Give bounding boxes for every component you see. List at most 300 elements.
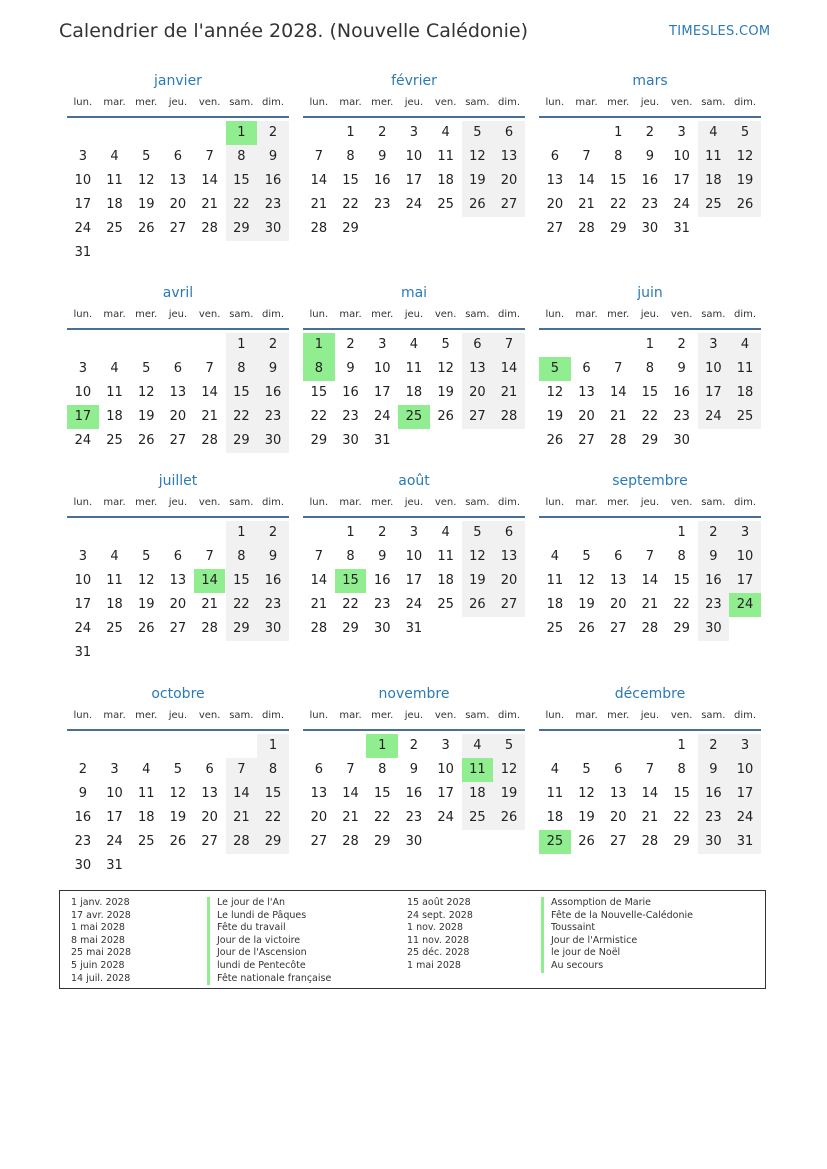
day-cell: 11 bbox=[137, 786, 155, 801]
day-cell: 20 bbox=[546, 197, 564, 212]
day-cell: 6 bbox=[205, 762, 214, 777]
day-cell: 26 bbox=[729, 193, 761, 217]
day-cell: 26 bbox=[462, 593, 494, 617]
day-cell: 20 bbox=[169, 409, 187, 424]
legend-date: 25 déc. 2028 bbox=[407, 947, 470, 959]
day-cell: 6 bbox=[614, 549, 623, 564]
day-cell: 15 bbox=[257, 782, 289, 806]
day-cell: 14 bbox=[493, 357, 525, 381]
day-cell: 5 bbox=[462, 121, 494, 145]
day-cell: 8 bbox=[226, 357, 258, 381]
day-cell: 11 bbox=[106, 173, 123, 188]
day-cell: 14 bbox=[609, 385, 627, 400]
month-name: septembre bbox=[612, 473, 688, 489]
day-cell: 7 bbox=[645, 549, 655, 564]
month-name: novembre bbox=[378, 686, 450, 702]
day-cell: 7 bbox=[205, 549, 214, 564]
day-cell: 10 bbox=[74, 573, 92, 588]
day-cell: 14 bbox=[201, 385, 218, 400]
weekday-header: dim. bbox=[262, 710, 285, 721]
legend-date: 8 mai 2028 bbox=[71, 934, 125, 946]
weekday-header: mer. bbox=[135, 97, 158, 108]
day-cell: 14 bbox=[310, 173, 328, 188]
day-cell: 20 bbox=[201, 810, 218, 825]
holiday-day: 24 bbox=[729, 593, 761, 617]
day-cell: 19 bbox=[137, 197, 155, 212]
day-cell: 30 bbox=[698, 830, 730, 854]
weekday-header: ven. bbox=[198, 97, 221, 108]
day-cell: 28 bbox=[310, 221, 328, 236]
day-cell: 29 bbox=[641, 433, 659, 448]
day-cell: 12 bbox=[137, 573, 155, 588]
holiday-legend bbox=[59, 890, 766, 989]
month-divider bbox=[303, 116, 525, 118]
weekday-header: dim. bbox=[262, 497, 285, 508]
holiday-day: 1 bbox=[366, 734, 398, 758]
day-cell: 27 bbox=[462, 405, 494, 429]
day-cell: 12 bbox=[493, 758, 525, 782]
weekday-header: sam. bbox=[229, 710, 254, 721]
weekday-header: jeu. bbox=[168, 309, 188, 320]
day-cell: 8 bbox=[257, 758, 289, 782]
day-cell: 3 bbox=[78, 149, 87, 164]
legend-holiday-name: Au secours bbox=[541, 960, 603, 973]
month-divider bbox=[303, 516, 525, 518]
weekday-header: ven. bbox=[198, 710, 221, 721]
day-cell: 1 bbox=[346, 125, 355, 140]
day-cell: 23 bbox=[641, 197, 659, 212]
day-cell: 10 bbox=[74, 173, 92, 188]
day-cell: 5 bbox=[173, 762, 183, 777]
weekday-header: lun. bbox=[309, 710, 329, 721]
day-cell: 16 bbox=[698, 782, 730, 806]
day-cell: 4 bbox=[110, 361, 119, 376]
day-cell: 10 bbox=[373, 361, 391, 376]
weekday-header: mar. bbox=[103, 710, 126, 721]
weekday-header: lun. bbox=[545, 710, 565, 721]
day-cell: 17 bbox=[729, 569, 761, 593]
day-cell: 30 bbox=[74, 858, 92, 873]
day-cell: 9 bbox=[257, 357, 289, 381]
day-cell: 11 bbox=[546, 786, 564, 801]
day-cell: 27 bbox=[609, 621, 627, 636]
weekday-header: lun. bbox=[545, 309, 565, 320]
day-cell: 4 bbox=[698, 121, 730, 145]
month-name: janvier bbox=[154, 73, 202, 89]
day-cell: 15 bbox=[226, 381, 258, 405]
legend-date: 14 juil. 2028 bbox=[71, 972, 131, 984]
legend-date: 1 nov. 2028 bbox=[407, 922, 463, 934]
day-cell: 21 bbox=[226, 806, 258, 830]
day-cell: 18 bbox=[729, 381, 761, 405]
day-cell: 8 bbox=[226, 145, 258, 169]
day-cell: 9 bbox=[409, 762, 419, 777]
day-cell: 2 bbox=[257, 521, 289, 545]
legend-holiday-name: Fête de la Nouvelle-Calédonie bbox=[541, 910, 693, 923]
weekday-header: sam. bbox=[229, 97, 254, 108]
day-cell: 7 bbox=[226, 758, 258, 782]
day-cell: 29 bbox=[342, 621, 359, 636]
day-cell: 24 bbox=[405, 197, 423, 212]
day-cell: 22 bbox=[342, 597, 359, 612]
holiday-day: 11 bbox=[462, 758, 494, 782]
day-cell: 15 bbox=[609, 173, 627, 188]
day-cell: 7 bbox=[645, 762, 655, 777]
day-cell: 11 bbox=[546, 573, 564, 588]
day-cell: 15 bbox=[673, 573, 690, 588]
weekday-header: sam. bbox=[229, 497, 254, 508]
day-cell: 17 bbox=[698, 381, 730, 405]
day-cell: 25 bbox=[546, 621, 564, 636]
day-cell: 31 bbox=[373, 433, 391, 448]
day-cell: 25 bbox=[437, 197, 454, 212]
day-cell: 16 bbox=[74, 810, 92, 825]
day-cell: 22 bbox=[226, 193, 258, 217]
day-cell: 15 bbox=[373, 786, 391, 801]
day-cell: 10 bbox=[405, 549, 423, 564]
weekday-header: dim. bbox=[262, 309, 285, 320]
day-cell: 22 bbox=[226, 405, 258, 429]
day-cell: 2 bbox=[78, 762, 87, 777]
day-cell: 24 bbox=[729, 806, 761, 830]
day-cell: 3 bbox=[409, 125, 419, 140]
day-cell: 20 bbox=[462, 381, 494, 405]
day-cell: 22 bbox=[226, 593, 258, 617]
legend-date: 1 mai 2028 bbox=[71, 922, 125, 934]
day-cell: 31 bbox=[74, 645, 92, 660]
month-divider bbox=[539, 116, 761, 118]
day-cell: 21 bbox=[310, 197, 328, 212]
day-cell: 20 bbox=[169, 597, 187, 612]
weekday-header: lun. bbox=[309, 97, 329, 108]
day-cell: 17 bbox=[673, 173, 690, 188]
day-cell: 23 bbox=[74, 834, 92, 849]
day-cell: 18 bbox=[546, 597, 564, 612]
day-cell: 2 bbox=[409, 738, 419, 753]
day-cell: 8 bbox=[677, 549, 686, 564]
day-cell: 19 bbox=[137, 597, 155, 612]
day-cell: 16 bbox=[673, 385, 690, 400]
day-cell: 19 bbox=[578, 597, 595, 612]
month-divider bbox=[539, 729, 761, 731]
day-cell: 10 bbox=[673, 149, 690, 164]
weekday-header: dim. bbox=[498, 710, 521, 721]
day-cell: 23 bbox=[257, 593, 289, 617]
weekday-header: ven. bbox=[670, 309, 693, 320]
month-divider bbox=[67, 729, 289, 731]
month-divider bbox=[67, 328, 289, 330]
weekday-header: mer. bbox=[371, 97, 394, 108]
day-cell: 21 bbox=[201, 409, 218, 424]
day-cell: 8 bbox=[677, 762, 686, 777]
weekday-header: mar. bbox=[575, 710, 598, 721]
day-cell: 16 bbox=[257, 381, 289, 405]
weekday-header: ven. bbox=[670, 710, 693, 721]
day-cell: 28 bbox=[641, 834, 659, 849]
day-cell: 6 bbox=[614, 762, 623, 777]
day-cell: 5 bbox=[441, 337, 450, 352]
day-cell: 26 bbox=[437, 409, 454, 424]
day-cell: 14 bbox=[310, 573, 328, 588]
day-cell: 27 bbox=[578, 433, 595, 448]
weekday-header: lun. bbox=[73, 97, 93, 108]
weekday-header: ven. bbox=[434, 710, 457, 721]
day-cell: 4 bbox=[409, 337, 419, 352]
day-cell: 1 bbox=[257, 734, 289, 758]
day-cell: 29 bbox=[609, 221, 627, 236]
day-cell: 9 bbox=[698, 545, 730, 569]
day-cell: 25 bbox=[106, 221, 123, 236]
weekday-header: lun. bbox=[73, 710, 93, 721]
day-cell: 12 bbox=[729, 145, 761, 169]
day-cell: 13 bbox=[609, 786, 627, 801]
weekday-header: ven. bbox=[670, 97, 693, 108]
day-cell: 13 bbox=[201, 786, 218, 801]
day-cell: 28 bbox=[641, 621, 659, 636]
day-cell: 10 bbox=[729, 758, 761, 782]
day-cell: 5 bbox=[142, 361, 151, 376]
day-cell: 31 bbox=[673, 221, 690, 236]
day-cell: 10 bbox=[698, 357, 730, 381]
day-cell: 29 bbox=[673, 621, 690, 636]
day-cell: 2 bbox=[698, 521, 730, 545]
holiday-day: 14 bbox=[194, 569, 226, 593]
month-name: mai bbox=[400, 285, 428, 301]
day-cell: 3 bbox=[110, 762, 119, 777]
day-cell: 15 bbox=[226, 169, 258, 193]
day-cell: 5 bbox=[729, 121, 761, 145]
day-cell: 4 bbox=[441, 125, 450, 140]
day-cell: 25 bbox=[437, 597, 454, 612]
weekday-header: lun. bbox=[309, 309, 329, 320]
day-cell: 22 bbox=[257, 806, 289, 830]
day-cell: 2 bbox=[346, 337, 355, 352]
day-cell: 30 bbox=[673, 433, 690, 448]
legend-holiday-name: Jour de l'Armistice bbox=[541, 935, 637, 948]
weekday-header: mer. bbox=[607, 497, 630, 508]
weekday-header: dim. bbox=[498, 497, 521, 508]
day-cell: 4 bbox=[110, 549, 119, 564]
weekday-header: mer. bbox=[607, 309, 630, 320]
day-cell: 30 bbox=[257, 617, 289, 641]
day-cell: 22 bbox=[641, 409, 659, 424]
day-cell: 25 bbox=[106, 621, 123, 636]
day-cell: 26 bbox=[546, 433, 564, 448]
weekday-header: sam. bbox=[229, 309, 254, 320]
weekday-header: mar. bbox=[575, 497, 598, 508]
day-cell: 25 bbox=[137, 834, 155, 849]
weekday-header: ven. bbox=[434, 97, 457, 108]
day-cell: 23 bbox=[698, 806, 730, 830]
month-divider bbox=[67, 516, 289, 518]
day-cell: 29 bbox=[342, 221, 359, 236]
day-cell: 12 bbox=[169, 786, 187, 801]
day-cell: 11 bbox=[106, 385, 123, 400]
day-cell: 6 bbox=[173, 361, 183, 376]
day-cell: 20 bbox=[493, 169, 525, 193]
day-cell: 13 bbox=[493, 145, 525, 169]
weekday-header: jeu. bbox=[168, 97, 188, 108]
day-cell: 7 bbox=[614, 361, 623, 376]
day-cell: 4 bbox=[142, 762, 151, 777]
day-cell: 27 bbox=[169, 621, 187, 636]
legend-holiday-name: Assomption de Marie bbox=[541, 897, 651, 910]
weekday-header: mar. bbox=[575, 97, 598, 108]
day-cell: 19 bbox=[578, 810, 595, 825]
day-cell: 24 bbox=[106, 834, 123, 849]
day-cell: 26 bbox=[137, 621, 155, 636]
day-cell: 24 bbox=[74, 433, 92, 448]
legend-holiday-name: Fête nationale française bbox=[207, 973, 331, 986]
day-cell: 1 bbox=[226, 333, 258, 357]
weekday-header: jeu. bbox=[168, 497, 188, 508]
weekday-header: lun. bbox=[73, 497, 93, 508]
day-cell: 13 bbox=[310, 786, 328, 801]
legend-holiday-name: le jour de Noël bbox=[541, 947, 620, 960]
day-cell: 14 bbox=[641, 573, 659, 588]
day-cell: 28 bbox=[493, 405, 525, 429]
day-cell: 26 bbox=[578, 834, 595, 849]
day-cell: 24 bbox=[405, 597, 423, 612]
day-cell: 31 bbox=[106, 858, 123, 873]
day-cell: 10 bbox=[437, 762, 454, 777]
day-cell: 3 bbox=[698, 333, 730, 357]
legend-holiday-name: Jour de l'Ascension bbox=[207, 947, 307, 960]
day-cell: 29 bbox=[226, 429, 258, 453]
day-cell: 28 bbox=[201, 221, 218, 236]
weekday-header: ven. bbox=[670, 497, 693, 508]
day-cell: 18 bbox=[106, 409, 123, 424]
month-name: août bbox=[398, 473, 430, 489]
day-cell: 31 bbox=[405, 621, 423, 636]
day-cell: 13 bbox=[462, 357, 494, 381]
day-cell: 9 bbox=[346, 361, 355, 376]
weekday-header: mar. bbox=[103, 97, 126, 108]
day-cell: 25 bbox=[462, 806, 494, 830]
day-cell: 3 bbox=[409, 525, 419, 540]
day-cell: 27 bbox=[493, 593, 525, 617]
day-cell: 8 bbox=[346, 549, 355, 564]
day-cell: 13 bbox=[493, 545, 525, 569]
day-cell: 5 bbox=[582, 762, 591, 777]
day-cell: 24 bbox=[373, 409, 391, 424]
day-cell: 23 bbox=[698, 593, 730, 617]
day-cell: 16 bbox=[342, 385, 359, 400]
weekday-header: sam. bbox=[465, 497, 490, 508]
day-cell: 16 bbox=[698, 569, 730, 593]
day-cell: 13 bbox=[169, 573, 187, 588]
day-cell: 19 bbox=[729, 169, 761, 193]
day-cell: 5 bbox=[142, 149, 151, 164]
day-cell: 17 bbox=[729, 782, 761, 806]
day-cell: 26 bbox=[137, 221, 155, 236]
day-cell: 9 bbox=[257, 145, 289, 169]
weekday-header: jeu. bbox=[640, 97, 660, 108]
day-cell: 20 bbox=[310, 810, 328, 825]
day-cell: 9 bbox=[257, 545, 289, 569]
weekday-header: jeu. bbox=[168, 710, 188, 721]
day-cell: 16 bbox=[405, 786, 423, 801]
day-cell: 4 bbox=[550, 549, 559, 564]
weekday-header: mer. bbox=[135, 497, 158, 508]
day-cell: 3 bbox=[729, 734, 761, 758]
day-cell: 9 bbox=[645, 149, 655, 164]
day-cell: 3 bbox=[441, 738, 450, 753]
legend-holiday-name: Le lundi de Pâques bbox=[207, 910, 306, 923]
day-cell: 4 bbox=[550, 762, 559, 777]
day-cell: 8 bbox=[226, 545, 258, 569]
month-name: décembre bbox=[614, 686, 686, 702]
month-name: octobre bbox=[151, 686, 205, 702]
day-cell: 7 bbox=[205, 361, 214, 376]
weekday-header: dim. bbox=[734, 710, 757, 721]
day-cell: 11 bbox=[437, 149, 454, 164]
day-cell: 15 bbox=[673, 786, 690, 801]
legend-holiday-name: Fête du travail bbox=[207, 922, 286, 935]
day-cell: 5 bbox=[493, 734, 525, 758]
legend-date: 1 mai 2028 bbox=[407, 960, 461, 971]
day-cell: 28 bbox=[342, 834, 359, 849]
weekday-header: dim. bbox=[498, 309, 521, 320]
day-cell: 2 bbox=[645, 125, 655, 140]
day-cell: 22 bbox=[673, 597, 690, 612]
day-cell: 9 bbox=[378, 149, 387, 164]
day-cell: 26 bbox=[578, 621, 595, 636]
day-cell: 26 bbox=[137, 433, 155, 448]
day-cell: 1 bbox=[677, 525, 686, 540]
day-cell: 27 bbox=[310, 834, 328, 849]
day-cell: 16 bbox=[641, 173, 659, 188]
weekday-header: mer. bbox=[135, 710, 158, 721]
holiday-day: 25 bbox=[398, 405, 430, 429]
brand-link[interactable]: TIMESLES.COM bbox=[669, 24, 771, 39]
day-cell: 9 bbox=[698, 758, 730, 782]
weekday-header: mar. bbox=[103, 309, 126, 320]
day-cell: 9 bbox=[78, 786, 87, 801]
day-cell: 19 bbox=[137, 409, 155, 424]
weekday-header: mar. bbox=[575, 309, 598, 320]
day-cell: 22 bbox=[609, 197, 627, 212]
day-cell: 11 bbox=[405, 361, 423, 376]
day-cell: 17 bbox=[373, 385, 391, 400]
day-cell: 13 bbox=[578, 385, 595, 400]
day-cell: 30 bbox=[698, 617, 730, 641]
day-cell: 10 bbox=[106, 786, 123, 801]
day-cell: 21 bbox=[578, 197, 595, 212]
holiday-day: 15 bbox=[335, 569, 367, 593]
weekday-header: mer. bbox=[607, 97, 630, 108]
weekday-header: jeu. bbox=[640, 497, 660, 508]
day-cell: 20 bbox=[609, 810, 627, 825]
day-cell: 12 bbox=[462, 145, 494, 169]
day-cell: 30 bbox=[641, 221, 659, 236]
day-cell: 14 bbox=[226, 782, 258, 806]
day-cell: 18 bbox=[437, 173, 454, 188]
legend-date: 11 nov. 2028 bbox=[407, 934, 470, 946]
day-cell: 18 bbox=[106, 197, 123, 212]
day-cell: 28 bbox=[226, 830, 258, 854]
weekday-header: ven. bbox=[434, 309, 457, 320]
legend-date: 15 août 2028 bbox=[407, 897, 471, 908]
day-cell: 27 bbox=[546, 221, 564, 236]
day-cell: 6 bbox=[582, 361, 591, 376]
day-cell: 6 bbox=[493, 121, 525, 145]
day-cell: 18 bbox=[437, 573, 454, 588]
weekday-header: jeu. bbox=[640, 309, 660, 320]
day-cell: 6 bbox=[462, 333, 494, 357]
day-cell: 28 bbox=[578, 221, 595, 236]
day-cell: 27 bbox=[609, 834, 627, 849]
